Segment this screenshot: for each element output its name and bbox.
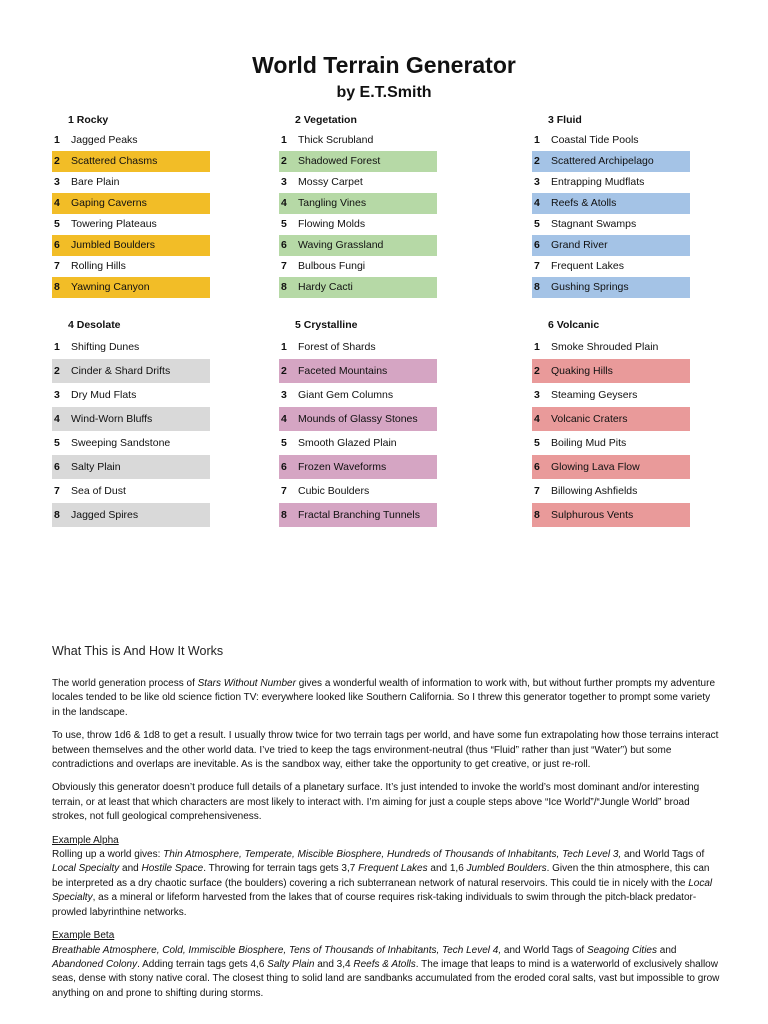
row-number: 6	[534, 461, 540, 473]
row-number: 5	[281, 437, 287, 449]
row-label: Quaking Hills	[551, 365, 613, 377]
row-label: Sulphurous Vents	[551, 509, 634, 521]
row-number: 4	[54, 413, 60, 425]
row-label: Stagnant Swamps	[551, 218, 637, 230]
row-number: 1	[534, 134, 540, 146]
example-alpha-heading: Example Alpha	[52, 834, 119, 846]
row-label: Scattered Chasms	[71, 155, 158, 167]
row-number: 8	[54, 281, 60, 293]
table-row	[532, 503, 690, 527]
table-heading: 3 Fluid	[548, 114, 582, 126]
italic-text: Salty Plain	[267, 958, 315, 970]
terrain-table	[279, 110, 437, 298]
page-subtitle: by E.T.Smith	[336, 84, 432, 101]
section-title: What This is And How It Works	[52, 644, 224, 658]
paragraph-example-alpha	[52, 848, 720, 920]
row-number: 4	[534, 197, 540, 209]
row-label: Yawning Canyon	[71, 281, 150, 293]
row-number: 3	[54, 389, 60, 401]
row-label: Cinder & Shard Drifts	[71, 365, 171, 377]
table-row	[279, 359, 437, 383]
table-row	[279, 431, 437, 455]
row-label: Wind-Worn Bluffs	[71, 413, 153, 425]
row-number: 8	[534, 281, 540, 293]
text-span: . The image that leaps to mind is a waterworld of exclusively shallow seas, dense with stony native coral. The closest thing to solid land are sandbanks accumulated from the eroded coral salts, vast but impossible to grow anything on and prone to shifting during storms.	[52, 958, 720, 999]
row-label: Frozen Waveforms	[298, 461, 387, 473]
terrain-table	[279, 315, 437, 527]
row-label: Waving Grassland	[298, 239, 384, 251]
row-label: Giant Gem Columns	[298, 389, 394, 401]
italic-text: Local Specialty	[52, 877, 713, 904]
row-number: 8	[281, 509, 287, 521]
text-span: . Adding terrain tags gets 4,6	[137, 958, 268, 970]
row-number: 4	[281, 413, 287, 425]
row-label: Smooth Glazed Plain	[298, 437, 397, 449]
row-label: Forest of Shards	[298, 341, 376, 353]
text-span: Rolling up a world gives:	[52, 849, 164, 861]
example-beta-heading: Example Beta	[52, 930, 115, 942]
row-number: 1	[534, 341, 540, 353]
text-span: and 3,4	[314, 958, 354, 970]
row-number: 3	[534, 176, 540, 188]
table-row	[279, 277, 437, 298]
row-label: Bare Plain	[71, 176, 120, 188]
row-label: Jagged Spires	[71, 509, 139, 521]
row-label: Dry Mud Flats	[71, 389, 137, 401]
row-number: 2	[281, 365, 287, 377]
table-row	[279, 193, 437, 214]
row-number: 3	[281, 389, 287, 401]
row-label: Shifting Dunes	[71, 341, 140, 353]
table-row	[52, 130, 210, 151]
text-span: . Given the thin atmosphere, this can be interpreted as a dry chaotic surface (the boulders) covering a rich subterranean network of natural reservoirs. This could tie in nicely with the	[52, 863, 710, 889]
row-label: Gaping Caverns	[71, 197, 147, 209]
row-number: 6	[281, 239, 287, 251]
row-label: Steaming Geysers	[551, 389, 638, 401]
table-row	[52, 256, 210, 277]
row-number: 1	[281, 134, 287, 146]
table-row	[279, 214, 437, 235]
table-row	[532, 383, 690, 407]
row-number: 1	[54, 341, 60, 353]
terrain-table	[532, 315, 690, 527]
row-label: Grand River	[551, 239, 608, 251]
row-number: 5	[534, 437, 540, 449]
italic-text: Breathable Atmosphere, Cold, Immiscible Biosphere, Tens of Thousands of Inhabitants, Tech Level 4,	[52, 944, 502, 956]
row-number: 4	[534, 413, 540, 425]
row-number: 7	[54, 260, 60, 272]
row-label: Sea of Dust	[71, 485, 126, 497]
row-label: Jumbled Boulders	[71, 239, 156, 251]
table-row	[52, 479, 210, 503]
row-label: Cubic Boulders	[298, 485, 370, 497]
table-row	[52, 193, 210, 214]
table-row	[532, 359, 690, 383]
table-row	[279, 455, 437, 479]
table-row	[532, 277, 690, 298]
table-row	[532, 256, 690, 277]
row-number: 6	[54, 461, 60, 473]
table-row	[532, 172, 690, 193]
italic-text: Reefs & Atolls	[353, 958, 416, 970]
table-row	[532, 455, 690, 479]
paragraph-scope	[52, 781, 720, 824]
italic-text: Jumbled Boulders	[466, 863, 547, 875]
italic-text: Stars Without Number	[197, 678, 296, 689]
row-number: 5	[54, 218, 60, 230]
table-row	[279, 407, 437, 431]
table-row	[532, 214, 690, 235]
row-label: Reefs & Atolls	[551, 197, 617, 209]
table-row	[532, 151, 690, 172]
row-label: Mounds of Glassy Stones	[298, 413, 418, 425]
italic-text: Abandoned Colony	[52, 958, 138, 970]
row-number: 8	[54, 509, 60, 521]
table-row	[52, 235, 210, 256]
row-number: 3	[281, 176, 287, 188]
text-span: and	[119, 863, 142, 875]
text-span: and World Tags of	[501, 944, 587, 956]
table-row	[52, 431, 210, 455]
row-label: Billowing Ashfields	[551, 485, 638, 497]
paragraph-usage	[52, 729, 720, 772]
italic-text: Thin Atmosphere, Temperate, Miscible Biosphere, Hundreds of Thousands of Inhabitants, Tech Level 3,	[163, 849, 622, 861]
row-number: 4	[281, 197, 287, 209]
text-span: . Throwing for terrain tags gets 3,7	[203, 863, 359, 875]
terrain-table	[532, 110, 690, 298]
row-number: 2	[534, 155, 540, 167]
row-number: 5	[54, 437, 60, 449]
text-span: and World Tags of	[621, 849, 705, 861]
row-number: 2	[281, 155, 287, 167]
table-row	[279, 335, 437, 359]
table-row	[52, 172, 210, 193]
row-label: Towering Plateaus	[71, 218, 157, 230]
text-span: and 1,6	[427, 863, 467, 875]
row-number: 7	[54, 485, 60, 497]
table-row	[52, 359, 210, 383]
row-label: Rolling Hills	[71, 260, 126, 272]
page-title: World Terrain Generator	[252, 52, 516, 78]
row-number: 8	[534, 509, 540, 521]
table-row	[532, 235, 690, 256]
row-label: Smoke Shrouded Plain	[551, 341, 659, 353]
row-number: 8	[281, 281, 287, 293]
table-heading: 6 Volcanic	[548, 319, 600, 331]
row-number: 2	[54, 365, 60, 377]
table-row	[532, 479, 690, 503]
row-label: Salty Plain	[71, 461, 121, 473]
row-number: 7	[534, 485, 540, 497]
table-heading: 2 Vegetation	[295, 114, 357, 126]
table-row	[279, 130, 437, 151]
row-label: Entrapping Mudflats	[551, 176, 645, 188]
table-row	[52, 277, 210, 298]
italic-text: Frequent Lakes	[358, 863, 428, 875]
text-span: The world generation process of	[52, 678, 198, 689]
italic-text: Hostile Space	[141, 863, 204, 875]
table-row	[52, 214, 210, 235]
row-label: Tangling Vines	[298, 197, 367, 209]
text-span: and	[657, 944, 677, 956]
row-number: 4	[54, 197, 60, 209]
row-label: Mossy Carpet	[298, 176, 363, 188]
row-number: 7	[281, 260, 287, 272]
table-row	[52, 335, 210, 359]
row-number: 5	[281, 218, 287, 230]
row-number: 6	[54, 239, 60, 251]
table-row	[279, 172, 437, 193]
table-row	[279, 503, 437, 527]
italic-text: Seagoing Cities	[586, 944, 657, 956]
row-label: Glowing Lava Flow	[551, 461, 640, 473]
table-heading: 5 Crystalline	[295, 319, 358, 331]
row-number: 7	[534, 260, 540, 272]
table-row	[532, 407, 690, 431]
text-span: Obviously this generator doesn’t produce full details of a planetary surface. It’s just intended to invoke the world’s most dominant and/or interesting terrain, or at least that which characters are most likely to interact with. I’m aiming for just a couple steps above “Ice World”/“Jungle World” broad strokes, not full geological comprehensiveness.	[52, 782, 700, 823]
table-row	[532, 193, 690, 214]
table-row	[532, 431, 690, 455]
row-number: 2	[534, 365, 540, 377]
table-row	[279, 151, 437, 172]
table-row	[532, 130, 690, 151]
row-label: Jagged Peaks	[71, 134, 138, 146]
terrain-table	[52, 315, 210, 527]
row-number: 1	[281, 341, 287, 353]
row-label: Volcanic Craters	[551, 413, 628, 425]
table-heading: 1 Rocky	[68, 114, 109, 126]
row-label: Hardy Cacti	[298, 281, 353, 293]
row-label: Boiling Mud Pits	[551, 437, 627, 449]
row-label: Thick Scrubland	[298, 134, 374, 146]
row-number: 2	[54, 155, 60, 167]
row-label: Shadowed Forest	[298, 155, 381, 167]
table-row	[279, 256, 437, 277]
terrain-table	[52, 110, 210, 298]
text-span: To use, throw 1d6 & 1d8 to get a result. I usually throw twice for two terrain tags per world, and have some fun extrapolating how those terrains interact between themselves and the other world data. I’ve tried to keep the tags environment-neutral (thus “Fluid” rather than just “Water”) but some contradictions and overlaps are inevitable. As is the sandbox way, either take the opportunity to get creative, or just re-roll.	[52, 730, 719, 771]
table-row	[52, 407, 210, 431]
row-number: 5	[534, 218, 540, 230]
table-row	[52, 503, 210, 527]
row-number: 6	[534, 239, 540, 251]
text-span: gives a wonderful wealth of information to work with, but without further prompts my adventure locales tended to be like old science fiction TV: everywhere looked like Southern California. So I threw this generator together to prompt some variety in the landscape.	[52, 678, 716, 718]
row-label: Scattered Archipelago	[551, 155, 654, 167]
text-span: , as a mineral or lifeform harvested from the lakes that of course requires risk-taking individuals to swim through the pitch-black predator-prowled labyrinthine networks.	[52, 892, 697, 918]
body-text	[52, 677, 720, 1010]
row-label: Fractal Branching Tunnels	[298, 509, 420, 521]
table-row	[532, 335, 690, 359]
paragraph-intro	[52, 677, 720, 720]
row-label: Frequent Lakes	[551, 260, 624, 272]
row-label: Sweeping Sandstone	[71, 437, 171, 449]
italic-text: Local Specialty	[52, 863, 120, 875]
row-number: 7	[281, 485, 287, 497]
row-number: 6	[281, 461, 287, 473]
table-row	[279, 235, 437, 256]
table-row	[279, 479, 437, 503]
row-label: Faceted Mountains	[298, 365, 388, 377]
table-row	[279, 383, 437, 407]
row-number: 3	[54, 176, 60, 188]
paragraph-example-beta	[52, 944, 720, 1002]
row-label: Bulbous Fungi	[298, 260, 366, 272]
table-row	[52, 151, 210, 172]
table-row	[52, 455, 210, 479]
row-label: Coastal Tide Pools	[551, 134, 639, 146]
row-number: 1	[54, 134, 60, 146]
row-label: Flowing Molds	[298, 218, 366, 230]
row-number: 3	[534, 389, 540, 401]
row-label: Gushing Springs	[551, 281, 629, 293]
table-heading: 4 Desolate	[68, 319, 121, 331]
table-row	[52, 383, 210, 407]
